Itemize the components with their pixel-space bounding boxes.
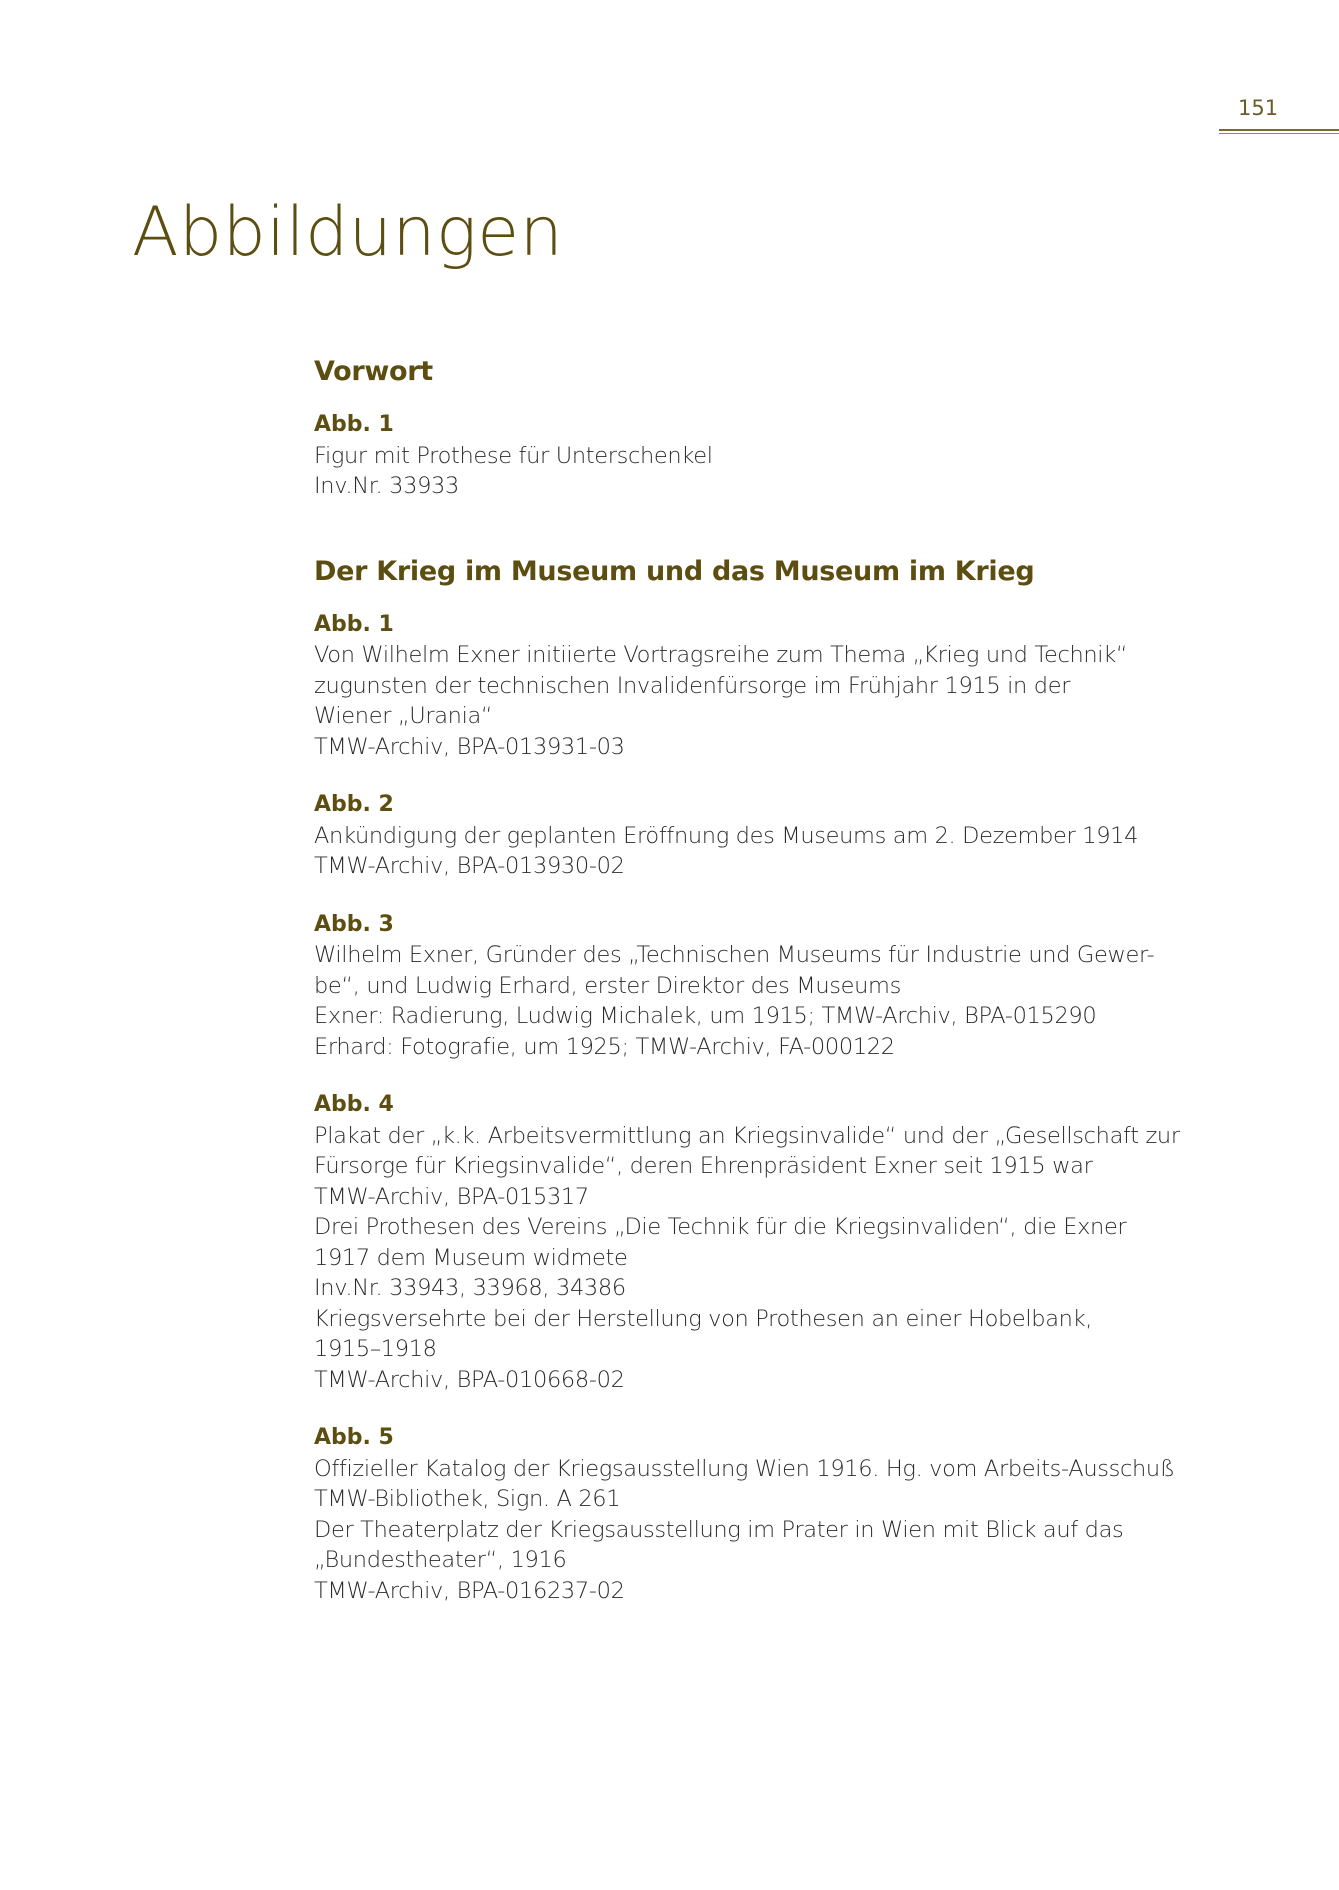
rule-line-thin bbox=[1219, 133, 1339, 134]
section-vorwort bbox=[314, 354, 1214, 502]
section-heading: Der Krieg im Museum und das Museum im Krieg bbox=[314, 555, 1035, 587]
caption-line: Erhard: Fotografie, um 1925; TMW-Archiv, FA-000122 bbox=[314, 1033, 895, 1060]
caption-line: TMW-Bibliothek, Sign. A 261 bbox=[314, 1486, 621, 1512]
caption-line: TMW-Archiv, BPA-016237-02 bbox=[314, 1577, 625, 1604]
page-number-rule bbox=[1219, 129, 1339, 135]
caption-line: Drei Prothesen des Vereins „Die Technik für die Kriegsinvaliden“, die Exner bbox=[314, 1214, 1127, 1240]
caption-line: Offizieller Katalog der Kriegsausstellung Wien 1916. Hg. vom Arbeits-Ausschuß bbox=[314, 1455, 1175, 1482]
caption-line: Inv.Nr. 33933 bbox=[314, 473, 459, 499]
caption-line: TMW-Archiv, BPA-013931-03 bbox=[314, 733, 625, 760]
caption-line: 1915–1918 bbox=[314, 1336, 437, 1362]
figure-label: Abb. 1 bbox=[314, 611, 394, 637]
caption-line: Von Wilhelm Exner initiierte Vortragsreihe zum Thema „Krieg und Technik“ bbox=[314, 642, 1128, 668]
figure-label: Abb. 5 bbox=[314, 1425, 394, 1450]
section-heading: Vorwort bbox=[314, 356, 433, 387]
caption-line: 1917 dem Museum widmete bbox=[314, 1244, 628, 1271]
figure-label: Abb. 2 bbox=[314, 792, 394, 817]
caption-line: Fürsorge für Kriegsinvalide“, deren Ehrenpräsident Exner seit 1915 war bbox=[314, 1153, 1093, 1179]
page-title: Abbildungen bbox=[132, 193, 564, 272]
caption-line: „Bundestheater“, 1916 bbox=[314, 1547, 567, 1573]
figure-entry bbox=[314, 1090, 1214, 1395]
rule-line-thick bbox=[1219, 129, 1339, 131]
caption-line: Figur mit Prothese für Unterschenkel bbox=[314, 442, 713, 469]
caption-line: Ankündigung der geplanten Eröffnung des Museums am 2. Dezember 1914 bbox=[314, 822, 1139, 849]
section-krieg-im-museum bbox=[314, 554, 1214, 1607]
figure-entry bbox=[314, 410, 1214, 502]
page-number: 151 bbox=[1238, 96, 1279, 120]
figure-label: Abb. 1 bbox=[314, 412, 394, 437]
caption-line: Exner: Radierung, Ludwig Michalek, um 1915; TMW-Archiv, BPA-015290 bbox=[314, 1003, 1097, 1029]
figure-entry bbox=[314, 910, 1214, 1063]
captions-list bbox=[314, 354, 1214, 1634]
figure-entry bbox=[314, 1423, 1214, 1606]
figure-entry bbox=[314, 610, 1214, 763]
caption-line: Kriegsversehrte bei der Herstellung von Prothesen an einer Hobelbank, bbox=[314, 1305, 1093, 1332]
caption-line: Plakat der „k.k. Arbeitsvermittlung an Kriegsinvalide“ und der „Gesellschaft zur bbox=[314, 1122, 1180, 1149]
caption-line: Der Theaterplatz der Kriegsausstellung im Prater in Wien mit Blick auf das bbox=[314, 1516, 1124, 1543]
caption-line: Wilhelm Exner, Gründer des „Technischen Museums für Industrie und Gewer- bbox=[314, 942, 1155, 968]
caption-line: Wiener „Urania“ bbox=[314, 703, 493, 729]
figure-label: Abb. 4 bbox=[314, 1092, 394, 1117]
caption-line: TMW-Archiv, BPA-010668-02 bbox=[314, 1366, 625, 1393]
figure-label: Abb. 3 bbox=[314, 911, 394, 937]
caption-line: TMW-Archiv, BPA-015317 bbox=[314, 1183, 589, 1210]
figure-entry bbox=[314, 790, 1214, 882]
caption-line: Inv.Nr. 33943, 33968, 34386 bbox=[314, 1275, 626, 1301]
caption-line: be“, und Ludwig Erhard, erster Direktor des Museums bbox=[314, 972, 901, 999]
caption-line: zugunsten der technischen Invalidenfürsorge im Frühjahr 1915 in der bbox=[314, 672, 1071, 699]
caption-line: TMW-Archiv, BPA-013930-02 bbox=[314, 853, 625, 879]
